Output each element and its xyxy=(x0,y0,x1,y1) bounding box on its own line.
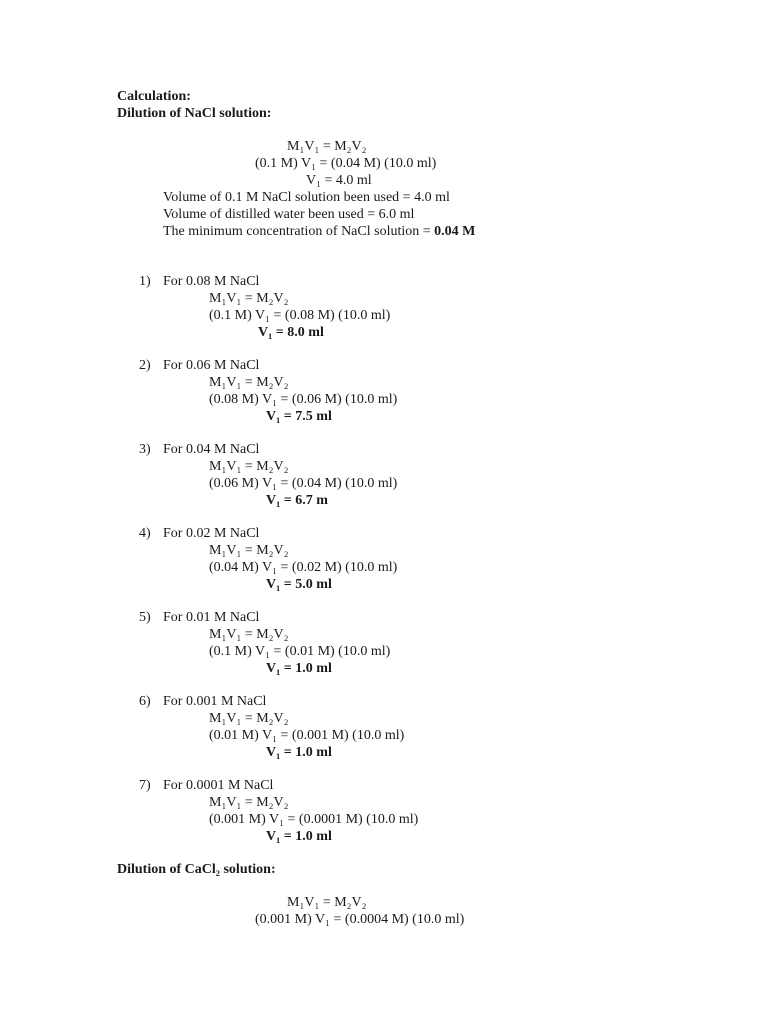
item-equation: (0.001 M) V₁ = (0.0001 M) (10.0 ml) xyxy=(209,812,419,827)
cacl2-section-title: Dilution of CaCl₂ solution: xyxy=(117,862,276,877)
item-formula: M₁V₁ = M₂V₂ xyxy=(209,627,289,642)
item-number: 3) xyxy=(139,442,151,457)
item-title: For 0.01 M NaCl xyxy=(163,610,260,625)
item-result: V₁ = 8.0 ml xyxy=(258,325,324,340)
cacl2-equation: (0.001 M) V₁ = (0.0004 M) (10.0 ml) xyxy=(255,912,465,927)
item-equation: (0.1 M) V₁ = (0.08 M) (10.0 ml) xyxy=(209,308,391,323)
item-number: 4) xyxy=(139,526,151,541)
calculation-heading: Calculation: xyxy=(117,89,191,104)
item-equation: (0.06 M) V₁ = (0.04 M) (10.0 ml) xyxy=(209,476,398,491)
item-equation: (0.04 M) V₁ = (0.02 M) (10.0 ml) xyxy=(209,560,398,575)
item-title: For 0.06 M NaCl xyxy=(163,358,260,373)
item-equation: (0.08 M) V₁ = (0.06 M) (10.0 ml) xyxy=(209,392,398,407)
item-formula: M₁V₁ = M₂V₂ xyxy=(209,543,289,558)
item-equation: (0.01 M) V₁ = (0.001 M) (10.0 ml) xyxy=(209,728,405,743)
item-result: V₁ = 5.0 ml xyxy=(266,577,332,592)
item-result: V₁ = 1.0 ml xyxy=(266,661,332,676)
item-number: 6) xyxy=(139,694,151,709)
item-number: 1) xyxy=(139,274,151,289)
intro-formula: M₁V₁ = M₂V₂ xyxy=(287,139,367,154)
item-title: For 0.001 M NaCl xyxy=(163,694,267,709)
item-number: 5) xyxy=(139,610,151,625)
item-equation: (0.1 M) V₁ = (0.01 M) (10.0 ml) xyxy=(209,644,391,659)
min-concentration-line xyxy=(163,223,475,240)
item-formula: M₁V₁ = M₂V₂ xyxy=(209,795,289,810)
volume-nacl-line: Volume of 0.1 M NaCl solution been used = 4.0 ml xyxy=(163,190,450,205)
cacl2-formula: M₁V₁ = M₂V₂ xyxy=(287,895,367,910)
intro-result: V₁ = 4.0 ml xyxy=(306,173,372,188)
intro-equation: (0.1 M) V₁ = (0.04 M) (10.0 ml) xyxy=(255,156,437,171)
min-concentration-value: 0.04 M xyxy=(434,224,476,239)
item-result: V₁ = 1.0 ml xyxy=(266,829,332,844)
item-number: 7) xyxy=(139,778,151,793)
item-title: For 0.08 M NaCl xyxy=(163,274,260,289)
item-result: V₁ = 7.5 ml xyxy=(266,409,332,424)
item-number: 2) xyxy=(139,358,151,373)
item-result: V₁ = 6.7 m xyxy=(266,493,328,508)
volume-water-line: Volume of distilled water been used = 6.0 ml xyxy=(163,207,415,222)
item-result: V₁ = 1.0 ml xyxy=(266,745,332,760)
item-title: For 0.04 M NaCl xyxy=(163,442,260,457)
item-title: For 0.0001 M NaCl xyxy=(163,778,274,793)
min-concentration-label: The minimum concentration of NaCl solution = xyxy=(163,224,435,239)
item-formula: M₁V₁ = M₂V₂ xyxy=(209,375,289,390)
item-title: For 0.02 M NaCl xyxy=(163,526,260,541)
nacl-section-title: Dilution of NaCl solution: xyxy=(117,106,272,121)
item-formula: M₁V₁ = M₂V₂ xyxy=(209,291,289,306)
item-formula: M₁V₁ = M₂V₂ xyxy=(209,459,289,474)
item-formula: M₁V₁ = M₂V₂ xyxy=(209,711,289,726)
